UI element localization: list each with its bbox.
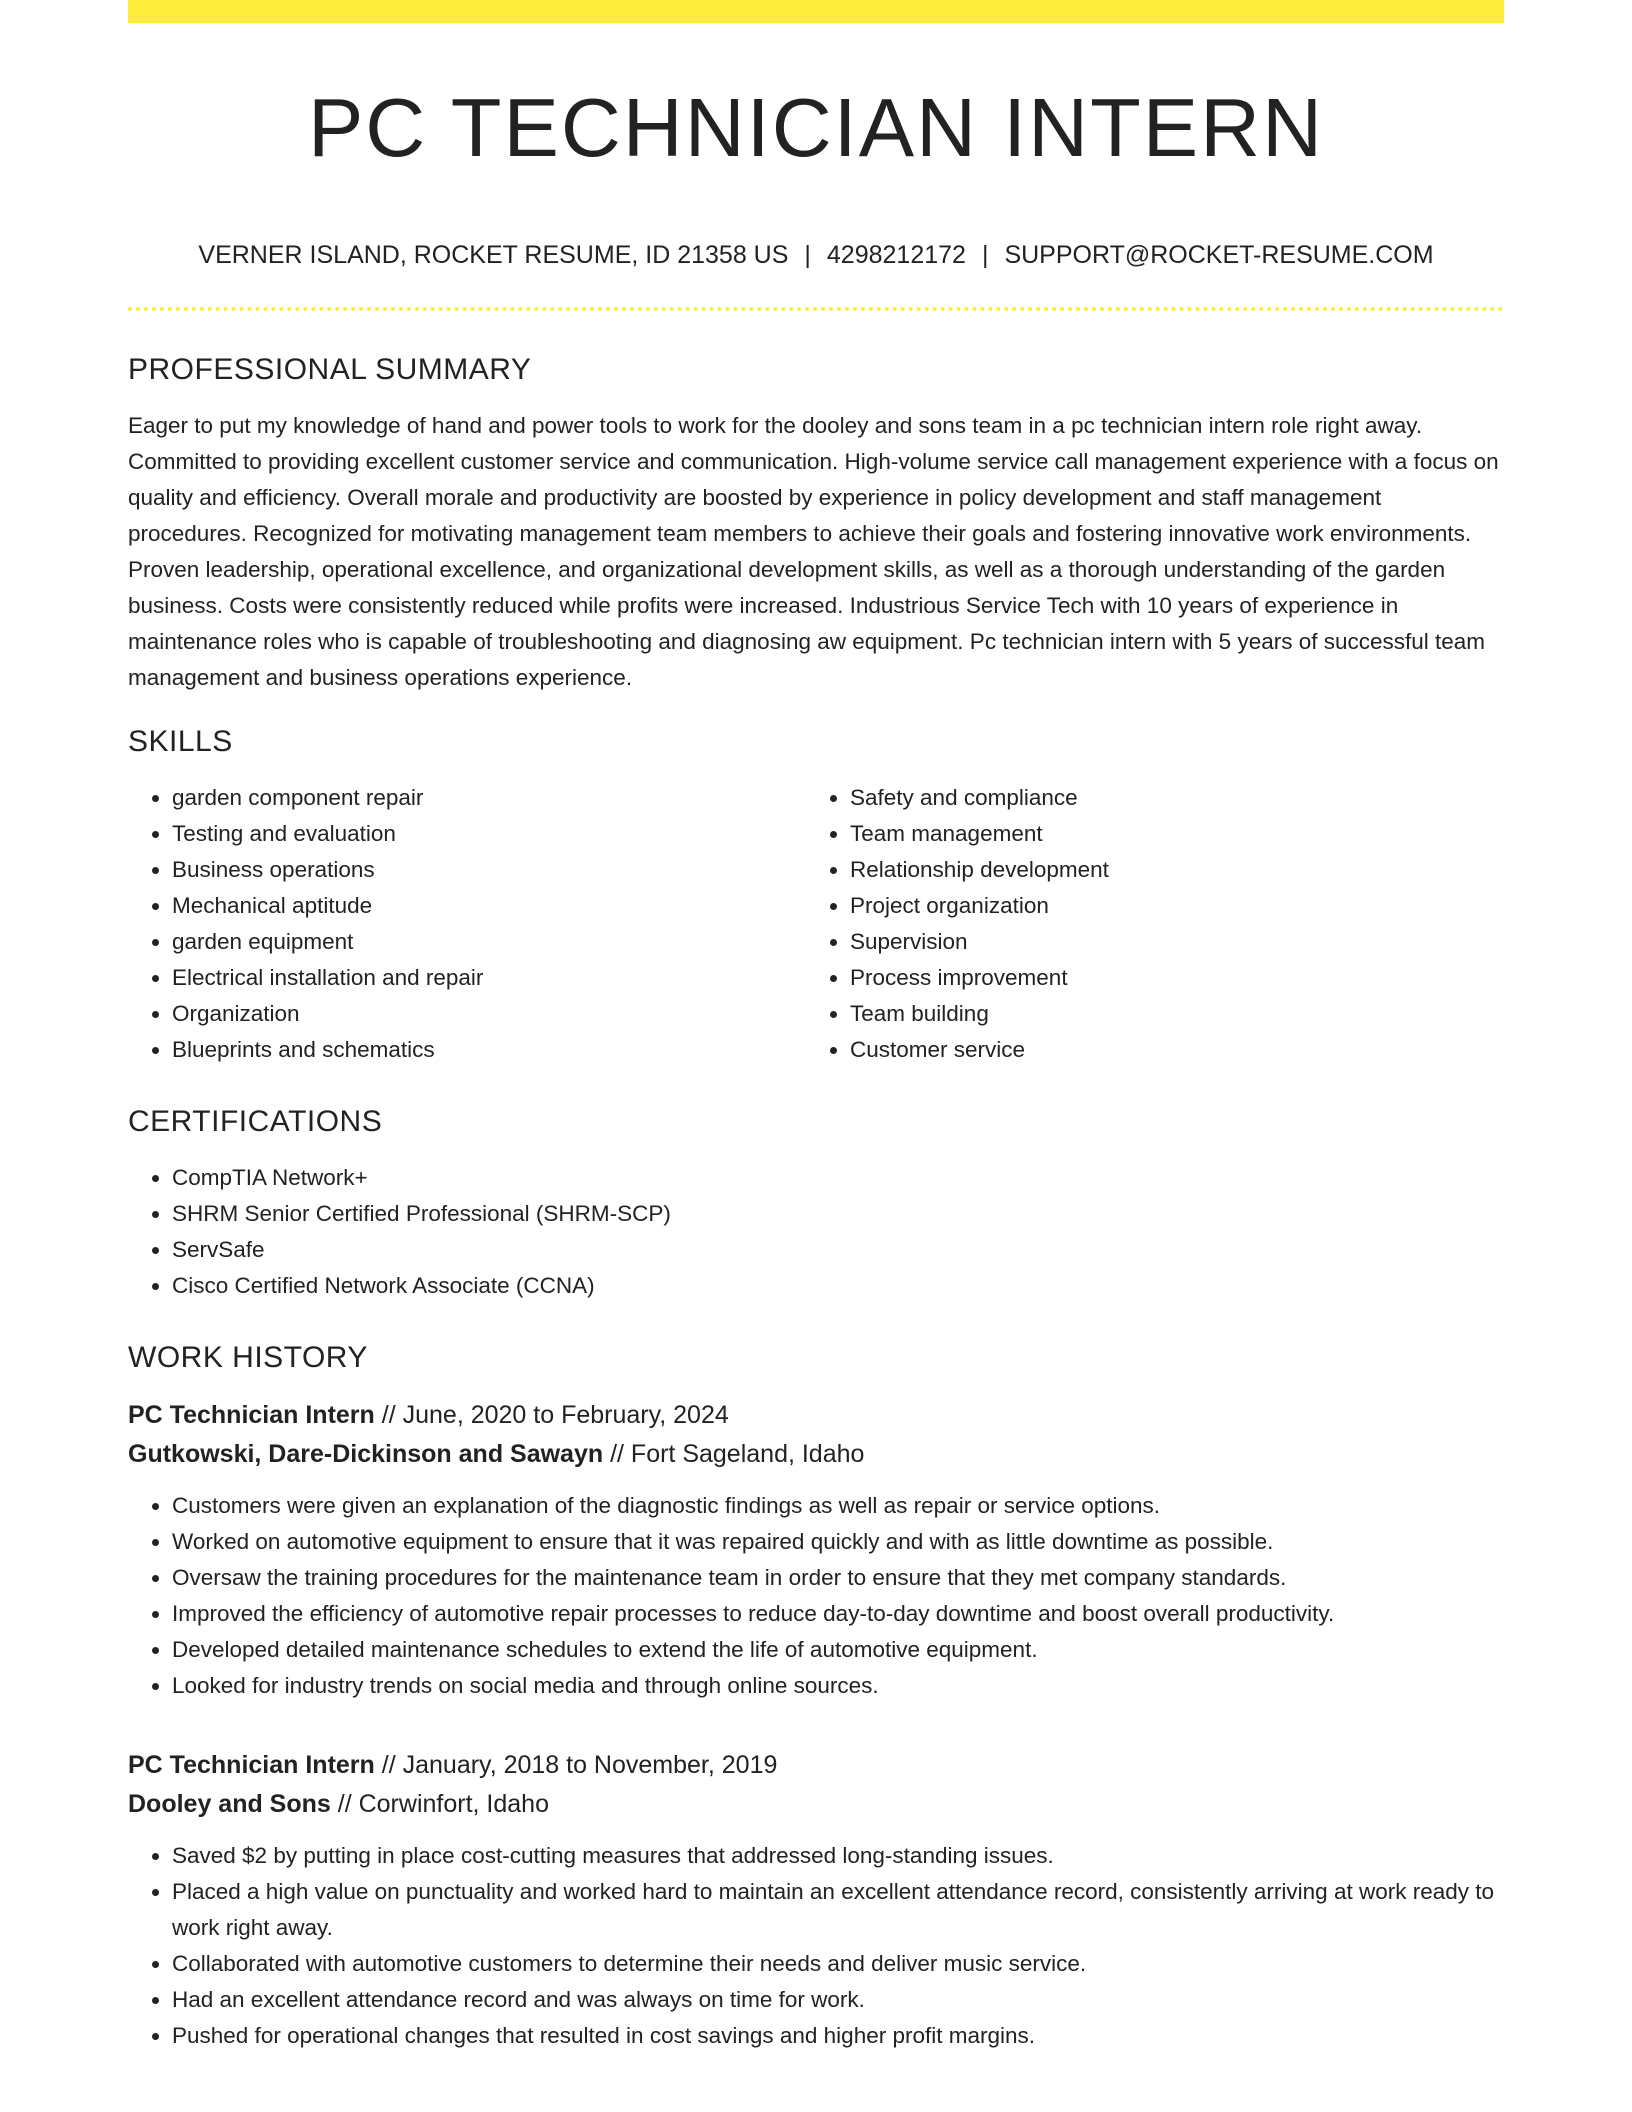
job-dates: // June, 2020 to February, 2024	[381, 1401, 729, 1429]
list-item: • Customer service	[850, 1032, 1484, 1068]
list-item: • Team management	[850, 816, 1484, 852]
job-entry	[128, 1396, 1504, 1704]
list-item: • Supervision	[850, 924, 1484, 960]
list-item: • Testing and evaluation	[172, 816, 806, 852]
contact-phone: 4298212172	[826, 241, 966, 269]
list-item: • Team building	[850, 996, 1484, 1032]
job-dates: // January, 2018 to November, 2019	[381, 1751, 778, 1779]
list-item: • Safety and compliance	[850, 780, 1484, 816]
list-item: • Cisco Certified Network Associate (CCNA)	[172, 1268, 1504, 1304]
job-company: Gutkowski, Dare-Dickinson and Sawayn	[128, 1440, 604, 1468]
contact-separator: |	[804, 241, 811, 269]
certifications-list	[128, 1160, 1504, 1304]
list-item: • Placed a high value on punctuality and worked hard to maintain an excellent attendance record, consistently arriving at work ready to work right away.	[172, 1874, 1504, 1946]
list-item: • Blueprints and schematics	[172, 1032, 806, 1068]
job-role-line	[128, 1746, 1504, 1785]
job-role: PC Technician Intern	[128, 1401, 375, 1429]
summary-heading: PROFESSIONAL SUMMARY	[128, 353, 532, 386]
skills-heading: SKILLS	[128, 725, 233, 758]
job-company: Dooley and Sons	[128, 1790, 331, 1818]
skills-left-list	[128, 780, 806, 1068]
resume-content	[128, 352, 1504, 2054]
list-item: • Business operations	[172, 852, 806, 888]
job-company-line	[128, 1785, 1504, 1824]
job-bullets	[128, 1488, 1504, 1704]
job-location: // Corwinfort, Idaho	[337, 1790, 549, 1818]
list-item: • Worked on automotive equipment to ensure that it was repaired quickly and with as little downtime as possible.	[172, 1524, 1504, 1560]
skills-right-list	[806, 780, 1484, 1068]
certifications-heading: CERTIFICATIONS	[128, 1105, 383, 1138]
list-item: • Collaborated with automotive customers to determine their needs and deliver music service.	[172, 1946, 1504, 1982]
list-item: • Pushed for operational changes that resulted in cost savings and higher profit margins.	[172, 2018, 1504, 2054]
job-bullets	[128, 1838, 1504, 2054]
job-company-line	[128, 1435, 1504, 1474]
contact-line	[128, 238, 1504, 272]
top-accent-bar	[128, 0, 1504, 23]
list-item: • Mechanical aptitude	[172, 888, 806, 924]
work-history-heading: WORK HISTORY	[128, 1341, 368, 1374]
list-item: • Process improvement	[850, 960, 1484, 996]
list-item: • Had an excellent attendance record and was always on time for work.	[172, 1982, 1504, 2018]
job-role-line	[128, 1396, 1504, 1435]
list-item: • garden component repair	[172, 780, 806, 816]
list-item: • ServSafe	[172, 1232, 1504, 1268]
list-item: • Saved $2 by putting in place cost-cutting measures that addressed long-standing issues.	[172, 1838, 1504, 1874]
list-item: • Electrical installation and repair	[172, 960, 806, 996]
contact-separator: |	[981, 241, 989, 269]
skills-section	[128, 780, 1504, 1068]
contact-address: VERNER ISLAND, ROCKET RESUME, ID 21358 US	[198, 241, 789, 269]
list-item: • SHRM Senior Certified Professional (SHRM-SCP)	[172, 1196, 1504, 1232]
job-location: // Fort Sageland, Idaho	[610, 1440, 865, 1468]
contact-email: SUPPORT@ROCKET-RESUME.COM	[1004, 241, 1434, 269]
job-entry	[128, 1746, 1504, 2054]
list-item: • Looked for industry trends on social media and through online sources.	[172, 1668, 1504, 1704]
list-item: • Organization	[172, 996, 806, 1032]
summary-text: Eager to put my knowledge of hand and power tools to work for the dooley and sons team in a pc technician intern role right away. Committed to providing excellent customer service and communication. High-volume service call management experience with a focus on quality and efficiency. Overall morale and productivity are boosted by experience in policy development and staff management procedures. Recognized for motivating management team members to achieve their goals and fostering innovative work environments. Proven leadership, operational excellence, and organizational development skills, as well as a thorough understanding of the garden business. Costs were consistently reduced while profits were increased. Industrious Service Tech with 10 years of experience in maintenance roles who is capable of troubleshooting and diagnosing aw equipment. Pc technician intern with 5 years of successful team management and business operations experience.	[128, 413, 1499, 690]
list-item: • Improved the efficiency of automotive repair processes to reduce day-to-day downtime and boost overall productivity.	[172, 1596, 1504, 1632]
list-item: • CompTIA Network+	[172, 1160, 1504, 1196]
resume-title: PC TECHNICIAN INTERN	[307, 81, 1325, 174]
job-role: PC Technician Intern	[128, 1751, 375, 1779]
list-item: • Relationship development	[850, 852, 1484, 888]
list-item: • Project organization	[850, 888, 1484, 924]
list-item: • Oversaw the training procedures for the maintenance team in order to ensure that they met company standards.	[172, 1560, 1504, 1596]
list-item: • Customers were given an explanation of the diagnostic findings as well as repair or service options.	[172, 1488, 1504, 1524]
dotted-divider	[128, 307, 1504, 311]
list-item: • garden equipment	[172, 924, 806, 960]
list-item: • Developed detailed maintenance schedules to extend the life of automotive equipment.	[172, 1632, 1504, 1668]
